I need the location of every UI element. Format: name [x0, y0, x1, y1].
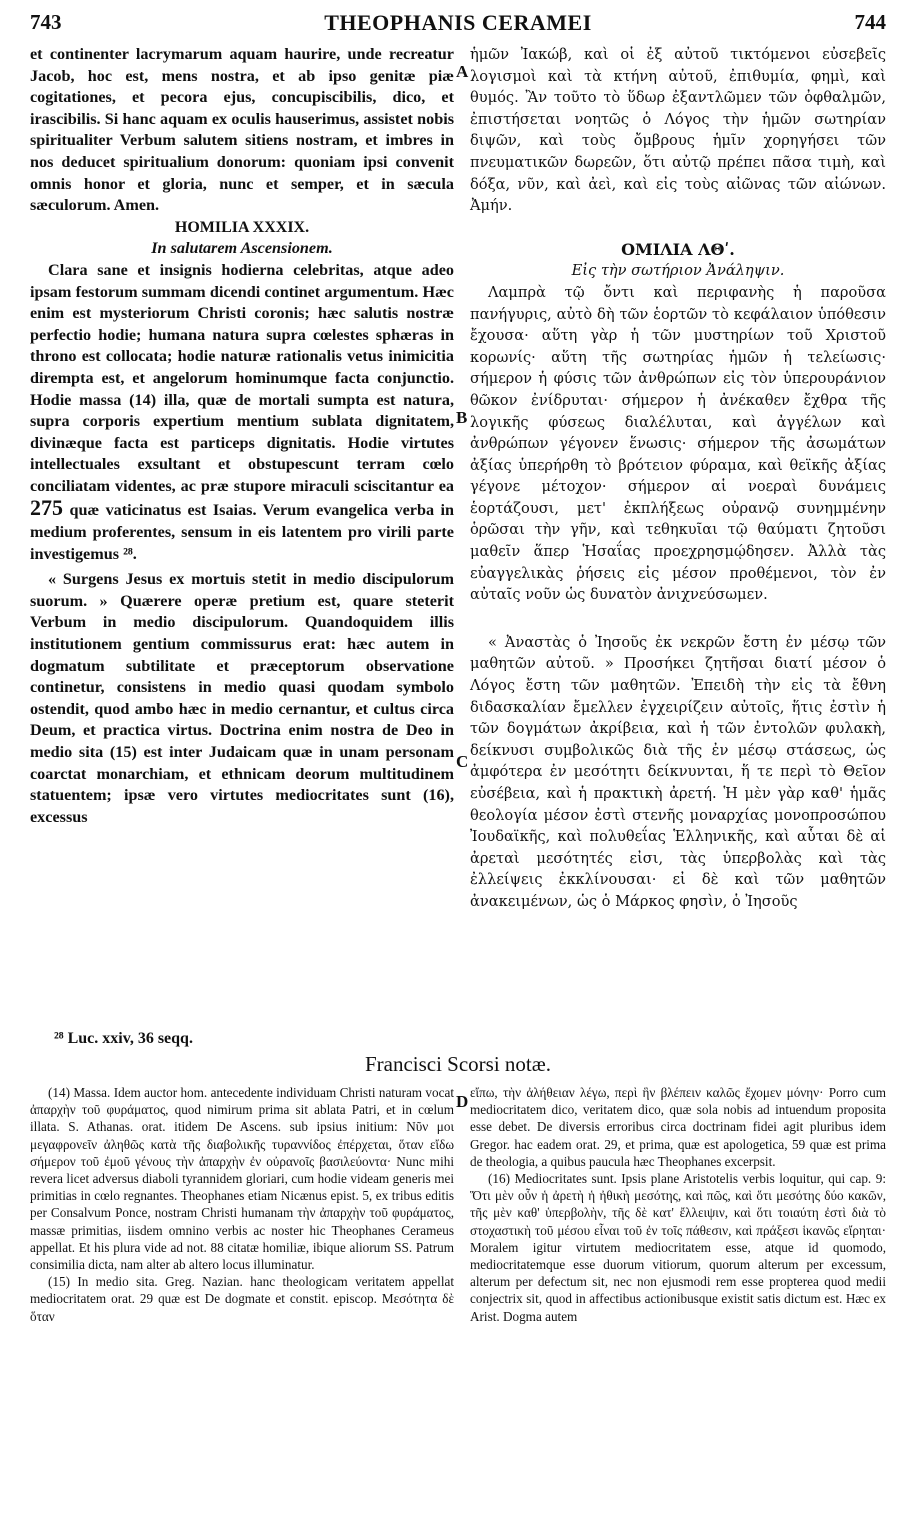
latin-homily-title: HOMILIA XXXIX. — [174, 218, 310, 236]
greek-homily-subtitle: Εἰς τὴν σωτήριον Ἀνάληψιν. — [571, 262, 785, 280]
note-15-continued: εἴπω, τὴν ἀλήθειαν λέγω, περὶ ἣν βλέπειν καλῶς ἔχομεν μόνην· Porro cum mediocritatem dico, veritatem dico, quæ sola nobis ad intuendum proposita esse debet. De diversis erroribus circa doctrinam fidei agit pluribus idem Gregor. hac eadem orat. 29, et prima, quæ est apologetica, 59 quæ est prima de theologia, a quibus paucula hæc Theophanes excerpsit. — [470, 1085, 886, 1169]
latin-homily-subtitle: In salutarem Ascensionem. — [151, 239, 333, 258]
greek-homily-title: ΟΜΙΛΙΑ ΛΘʹ. — [621, 239, 735, 259]
latin-para1b: quæ vaticinatus est Isaias. Verum evangelica verba in medium proferentes, sensum in eis latentem pro virili parte investigemus ²⁸. — [30, 501, 454, 563]
running-title: THEOPHANIS CERAMEI — [324, 10, 592, 35]
footnote: ²⁸ Luc. xxiv, 36 seqq. — [54, 1030, 193, 1047]
latin-paragraph-2: « Surgens Jesus ex mortuis stetit in medio discipulorum suorum. » Quærere operæ pretium est, quare steterit Verbum in medio discipulorum. Quandoquidem illis institutionem gentium commissurus erat: hæc autem in dogmatum subtilitate et præceptorum observatione continetur, consistens in medio quasi quodam symbolo ostendit, quod ambo hæc in medio cernantur, et cultus circa Deum, et practica virtus. Doctrina enim nostra de Deo in medio sita (15) est inter Judaicam quæ in unam personam coarctat monarchiam, et ethnicam deorum multitudinem statuentem; ipsæ vero virtutes mediocritates sunt (16), excessus — [30, 570, 454, 826]
greek-column — [470, 44, 886, 913]
greek-paragraph-1: Λαμπρὰ τῷ ὄντι καὶ περιφανὴς ἡ παροῦσα πανήγυρις, αὐτὸ δὴ τῶν ἑορτῶν τὸ κεφάλαιον ὑπόθεσιν ἔχουσα· αὕτη γὰρ ἡ τῶν μυστηρίων τοῦ Χριστοῦ κορωνίς· αὕτη τῆς σωτηρίας ἡμῶν ἡ τελείωσις· σήμερον ἡ φύσις τῶν ἀνθρώπων εἰς τὸν ὑπερουράνιον θῶκον ἐνίδρυται· σήμερον ἡ ἀνέκαθεν ἔχθρα τῆς λογικῆς φύσεως διαλέλυται, καὶ ἀγγέλων καὶ ἀνθρώπων γέγονεν ἕνωσις· σήμερον τῆς ἀσωμάτων ἀξίας ὑπερήρθη τὸ βρότειον φύραμα, καὶ θεϊκῆς ἀξίας γέγονε μέτοχον· σήμερον αἱ νοεραὶ δυνάμεις ἑορτάζουσι, μετ' ἐκπλήξεως οὐρανῷ συνημμένην ὁρῶσαι τὴν γῆν, καὶ τεθηκυῖαι τῷ θαύματι ζητοῦσι μαθεῖν ἅπερ Ἡσαΐας προεχρησμῴδησεν. Ἀλλὰ τὰς εὐαγγελικὰς ῥήσεις εἰς μέσον προθέμενοι, τὸν ἐν αὐταῖς νοῦν ὡς δυνατὸν ἀνιχνεύσωμεν. — [470, 283, 886, 604]
latin-para1a: Clara sane et insignis hodierna celebritas, atque adeo ipsam festorum summam dicendi continet argumentum. Hæc enim est mysteriorum Christi coronis; hæc salutis nostræ perfectio hodie; humana natura supra cœlestes sphæras in throno est collocata; hodie naturæ rationalis vetus inimicitia dirempta est, et angelorum hominumque facta conjunctio. Hodie massa (14) illa, quæ de mortali sumpta est natura, supra corporis expertium mentium sublata dignitatem, divinæque facta est particeps dignitatis. Hodie virtutes intellectuales exsultant et obstupescunt terram cœlo conciliatam videntes, ac præ stupore miraculi sciscitantur ea — [30, 260, 454, 495]
page-header — [30, 10, 886, 40]
marker-a: A — [456, 62, 469, 81]
page-number-right: 744 — [854, 10, 886, 34]
greek-intro: ἡμῶν Ἰακώβ, καὶ οἱ ἐξ αὐτοῦ τικτόμενοι εὐσεβεῖς λογισμοὶ καὶ τὰ κτήνη αὐτοῦ, ἐπιθυμία, φημὶ, καὶ θυμός. Ἂν τοῦτο τὸ ὕδωρ ἐξαντλῶμεν τῶν ὀφθαλμῶν, ἐπιστήσεται νοητῶς ὁ Λόγος τὴν ἡμῶν σωτηρίαν διψῶν, καὶ τοὺς ὄμβρους ἡμῖν χορηγήσει τῶν πνευματικῶν δωρεῶν, ὅτι αὐτῷ πρέπει πᾶσα τιμὴ, καὶ δόξα, νῦν, καὶ ἀεὶ, καὶ εἰς τοὺς αἰῶνας τῶν αἰώνων. Ἀμήν. — [470, 46, 886, 215]
latin-paragraph-1 — [30, 260, 454, 565]
greek-paragraph-2: « Ἀναστὰς ὁ Ἰησοῦς ἐκ νεκρῶν ἔστη ἐν μέσῳ τῶν μαθητῶν αὐτοῦ. » Προσήκει ζητῆσαι διατί μέσον ὁ Λόγος ἔστη τῶν μαθητῶν. Ἐπειδὴ τὴν εἰς τὰ ἔθνη διδασκαλίαν ἔμελλεν ἐγχειρίζειν αὐτοῖς, ἥτις ἐστὶν ἡ τῶν δογμάτων ἀκρίβεια, καὶ ἡ τῶν ἐντολῶν φυλακὴ, δείκνυσι συμβολικῶς διὰ τῆς ἐν μέσῳ στάσεως, ὡς ἀμφότερα ἐν μεσότητι δείκνυνται, ἥ τε περὶ τὸ Θεῖον εὐσέβεια, καὶ ἡ πρακτικὴ ἀρετή. Ἡ μὲν γὰρ καθ' ἡμᾶς θεολογία μέσον ἐστὶ στενῆς μοναρχίας μονοπροσώπου Ἰουδαϊκῆς, καὶ πολυθεΐας Ἑλληνικῆς, καὶ αὗται δὲ αἱ ἀρεταὶ μεσότητές εἰσι, τὰς ὑπερβολὰς καὶ τὰς ἐλλείψεις ἐκκλίνουσαι· εἰ δὲ καὶ τῶν μαθητῶν ἀνακειμένων, ὡς ὁ Μάρκος φησὶν, ὁ Ἰησοῦς — [470, 633, 886, 910]
marker-b: B — [456, 408, 468, 427]
note-15: (15) In medio sita. Greg. Nazian. hanc theologicam veritatem appellat mediocritatem orat. 29 quæ est De dogmate et constit. episcop. Μεσότητα δὲ ὅταν — [30, 1274, 454, 1324]
column-number: 275 — [30, 495, 63, 521]
page-number-left: 743 — [30, 10, 62, 34]
marker-d: D — [456, 1092, 469, 1111]
notes-title: Francisci Scorsi notæ. — [364, 1052, 552, 1076]
note-14: (14) Massa. Idem auctor hom. antecedente individuam Christi naturam vocat ἀπαρχὴν τοῦ φυράματος, quod nimirum prima sit ablata Patri, et in cœlum illata. S. Athanas. orat. itidem De Ascens. sub ipsius initium: Νῦν μοι μεγαφρονεῖν ἀληθῶς κατὰ τῆς διαβολικῆς τυραννίδος ἐπέρχεται, ὅταν εἴδω σήμερον τοῦ ἐμοῦ γένους τὴν ἀπαρχὴν ἐν οὐρανοῖς βασιλεύοντα· Nunc mihi revera licet adversus diaboli tyrannidem gloriari, cum hodie videam generis mei primitias in cœlo regnantes. Theophanes etiam Nicænus epist. 5, ex tribus editis per Consalvum Ponce, nostram Christi humanam τὴν ἀπαρχὴν τοῦ φυράματος, massæ primitias, iisdem omnino verbis ac noster hic Theophanes Cerameus appellat. Et his plura vide ad not. 88 citatæ homiliæ, ibique aliorum SS. Patrum consimilia dicta, nam alter ab altero locus illuminatur. — [30, 1085, 454, 1273]
notes-left-column — [30, 1084, 454, 1325]
note-16: (16) Mediocritates sunt. Ipsis plane Aristotelis verbis loquitur, qui cap. 9: Ὅτι μὲν οὖν ἡ ἀρετὴ ἡ ἠθικὴ μεσότης, καὶ πῶς, καὶ ὅτι μεσότης δύο κακῶν, τῆς μὲν καθ' ὑπερβολὴν, τῆς δὲ κατ' ἔλλειψιν, καὶ ὅτι τοιαύτη ἐστὶ διὰ τὸ στοχαστικὴ τοῦ μέσου εἶναι τοῦ ἐν τοῖς πάθεσιν, καὶ πράξεσι ἱκανῶς εἴρηται· Moralem igitur virtutem mediocritatem esse, atque id quomodo, mediocritatemque esse duorum vitiorum, quorum alterum per excessum, alterum per defectum sit, nec non ejusmodi rem esse propterea quod medii conjectrix sit, quod in affectibus actionibusque existit satis dictum est. Hæc ex Arist. Dogma autem — [470, 1171, 886, 1324]
notes-right-column — [470, 1084, 886, 1325]
latin-column — [30, 44, 454, 828]
latin-intro: et continenter lacrymarum aquam haurire, unde recreatur Jacob, hoc est, mens nostra, et ab ipso genitæ piæ cogitationes, et pecora ejus, concupiscibilis, dico, et irascibilis. Si hanc aquam ex oculis hauserimus, assistet nobis spiritualiter Verbum salutem sitiens nostram, et imbres in nos deducet spiritualium donorum: quoniam ipsi convenit omnis honor et gloria, nunc et semper, et in sæcula sæculorum. Amen. — [30, 45, 454, 215]
marker-c: C — [456, 752, 469, 771]
